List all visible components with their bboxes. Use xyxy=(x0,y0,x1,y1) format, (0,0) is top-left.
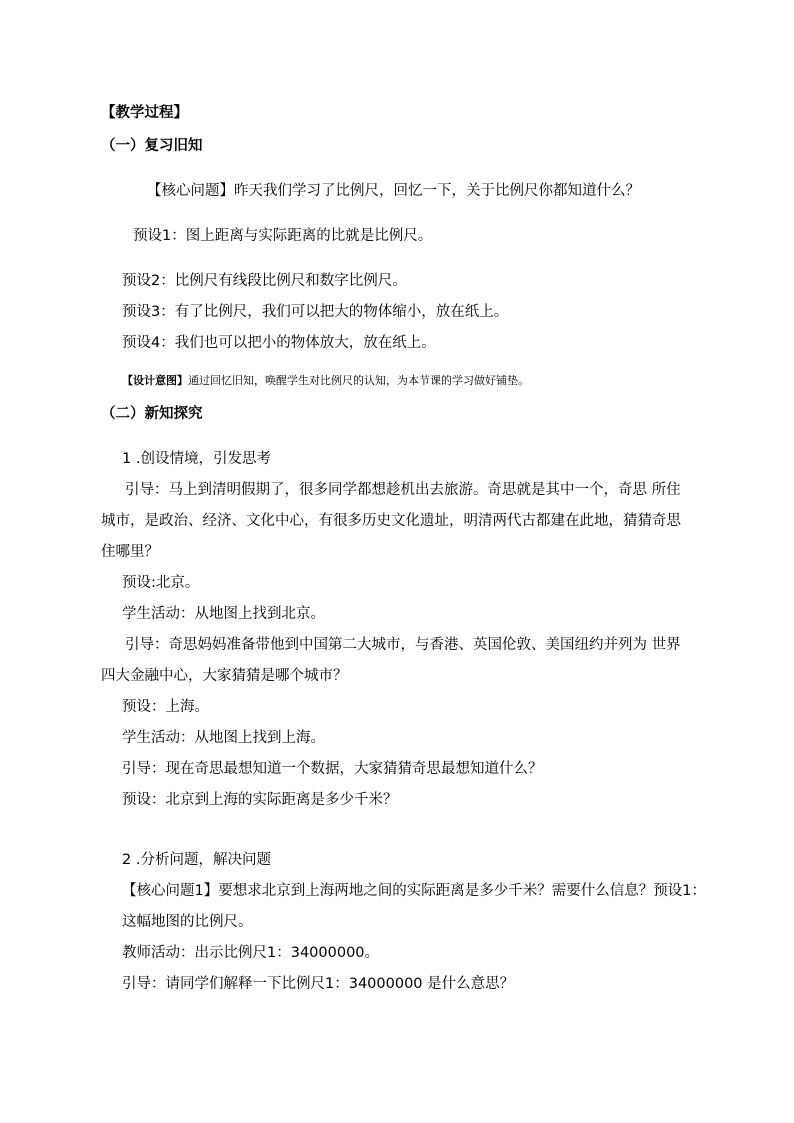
core-question: 【核心问题】昨天我们学习了比例尺，回忆一下，关于比例尺你都知道什么？ xyxy=(147,183,640,199)
part1-title: 1 .创设情境，引发思考 xyxy=(122,451,271,467)
design-intent xyxy=(122,371,529,391)
paragraph-line: 四大金融中心，大家猜猜是哪个城市？ xyxy=(101,668,348,684)
paragraph-line: 预设：北京到上海的实际距离是多少千米？ xyxy=(122,792,398,808)
paragraph-line: 学生活动：从地图上找到北京。 xyxy=(122,606,325,622)
section-review-title: （一）复习旧知 xyxy=(101,138,203,154)
paragraph-line: 教师活动：出示比例尺1：34000000。 xyxy=(122,945,380,961)
paragraph-line: 住哪里？ xyxy=(101,544,159,560)
paragraph-line: 学生活动：从地图上找到上海。 xyxy=(122,730,325,746)
part2-title: 2 .分析问题，解决问题 xyxy=(122,852,271,868)
paragraph-line: 引导：马上到清明假期了，很多同学都想趁机出去旅游。奇思就是其中一个，奇思 所住 xyxy=(125,482,681,498)
design-intent-tag: 【设计意图】 xyxy=(122,374,188,387)
paragraph-line: 【核心问题1】要想求北京到上海两地之间的实际距离是多少千米？需要什么信息？预设1： xyxy=(122,883,706,899)
paragraph-line: 预设：上海。 xyxy=(122,699,209,715)
preset-2: 预设2：比例尺有线段比例尺和数字比例尺。 xyxy=(122,273,407,289)
paragraph-line: 引导：现在奇思最想知道一个数据，大家猜猜奇思最想知道什么？ xyxy=(122,761,543,777)
paragraph-line: 城市，是政治、经济、文化中心，有很多历史文化遗址，明清两代古都建在此地，猜猜奇思 xyxy=(101,513,681,529)
preset-3: 预设3：有了比例尺，我们可以把大的物体缩小，放在纸上。 xyxy=(122,304,509,320)
paragraph-line: 这幅地图的比例尺。 xyxy=(122,914,253,930)
heading-teaching-process: 【教学过程】 xyxy=(101,105,188,121)
section-new-knowledge-title: （二）新知探究 xyxy=(101,406,203,422)
design-intent-text: 通过回忆旧知，唤醒学生对比例尺的认知，为本节课的学习做好铺垫。 xyxy=(188,374,529,387)
preset-1: 预设1：图上距离与实际距离的比就是比例尺。 xyxy=(133,228,433,244)
preset-4: 预设4：我们也可以把小的物体放大，放在纸上。 xyxy=(122,335,436,351)
paragraph-line: 引导：奇思妈妈准备带他到中国第二大城市，与香港、英国伦敦、美国纽约并列为 世界 xyxy=(125,637,681,653)
paragraph-line: 引导：请同学们解释一下比例尺1：34000000 是什么意思？ xyxy=(122,976,515,992)
paragraph-line: 预设:北京。 xyxy=(122,575,200,591)
